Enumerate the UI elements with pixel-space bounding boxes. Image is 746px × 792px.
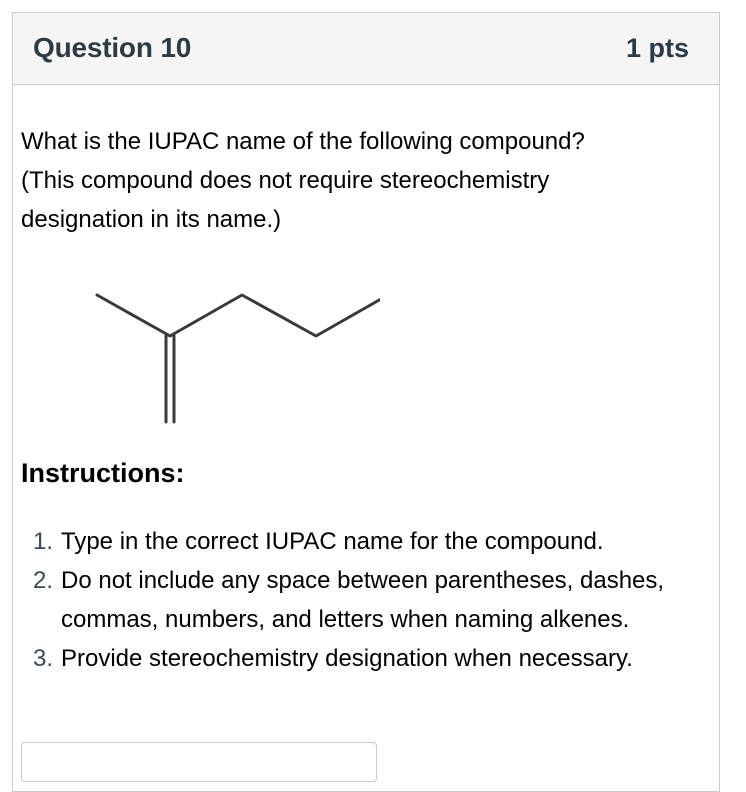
list-number: 1.: [33, 528, 54, 555]
prompt-line: What is the IUPAC name of the following compound?: [21, 128, 585, 155]
list-item-text: Type in the correct IUPAC name for the compound.: [61, 528, 604, 555]
instructions-heading: Instructions:: [21, 458, 185, 488]
answer-input[interactable]: [21, 742, 377, 782]
prompt-line: designation in its name.): [21, 206, 282, 233]
list-item: [21, 639, 681, 678]
list-item-text: Do not include any space between parentheses, dashes, commas, numbers, and letters when naming alkenes.: [61, 567, 665, 633]
list-item-text: Provide stereochemistry designation when necessary.: [61, 645, 633, 672]
question-points: 1 pts: [625, 33, 689, 63]
list-number: 3.: [33, 645, 54, 672]
question-title: Question 10: [33, 32, 192, 63]
prompt-line: (This compound does not require stereochemistry: [21, 167, 550, 194]
compound-structure-image: [80, 280, 380, 425]
list-item: [21, 561, 681, 639]
question-header: [13, 13, 719, 85]
question-prompt: [21, 122, 661, 239]
carbon-chain-bond: [97, 295, 380, 336]
list-item: [21, 522, 681, 561]
instructions-list: [21, 522, 681, 678]
list-number: 2.: [33, 567, 54, 594]
